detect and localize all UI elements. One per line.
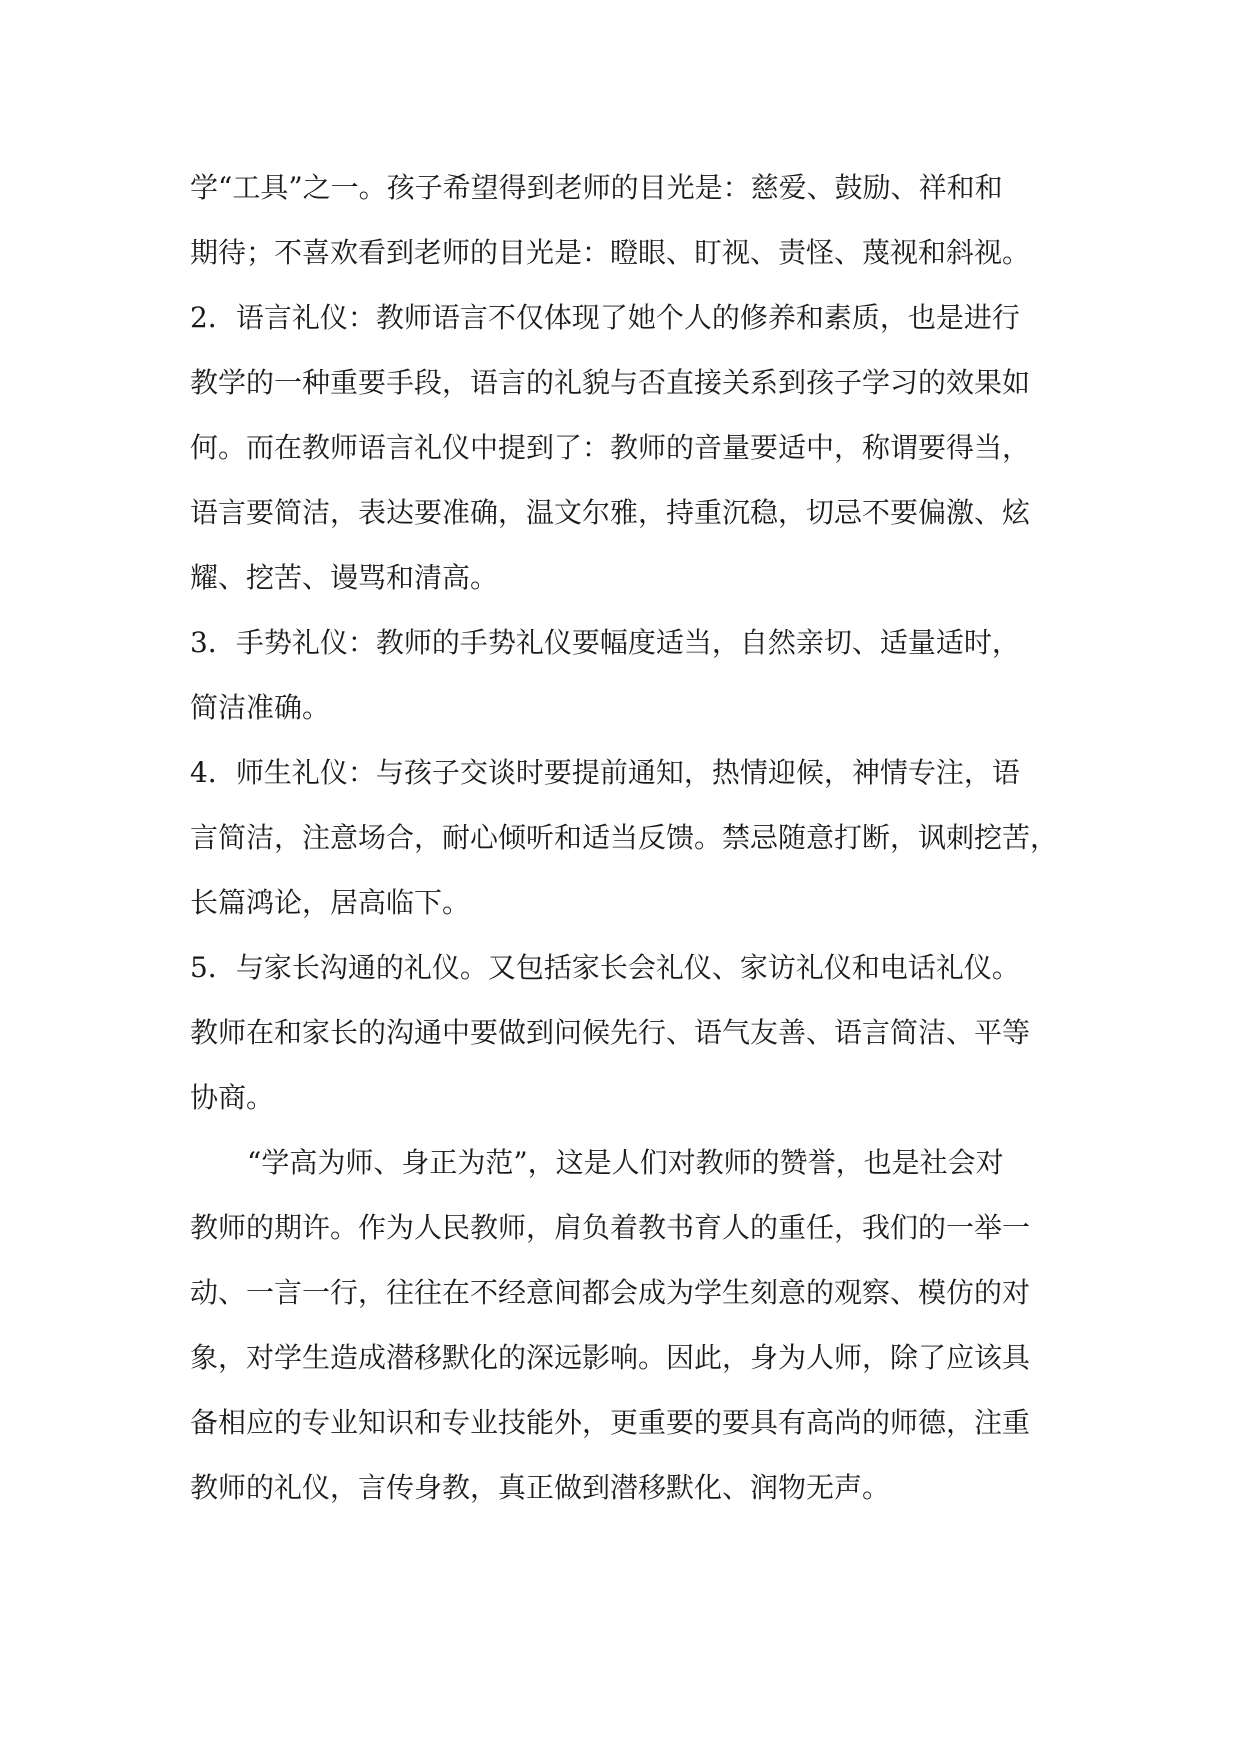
text-line: 5．与家长沟通的礼仪。又包括家长会礼仪、家访礼仪和电话礼仪。 bbox=[190, 951, 1020, 984]
text-line: 言简洁，注意场合，耐心倾听和适当反馈。禁忌随意打断，讽刺挖苦， bbox=[190, 821, 1059, 854]
text-line: 教师的期许。作为人民教师，肩负着教书育人的重任，我们的一举一 bbox=[190, 1211, 1031, 1244]
text-line: 耀、挖苦、谩骂和清高。 bbox=[190, 561, 499, 594]
text-line: 长篇鸿论，居高临下。 bbox=[190, 886, 471, 919]
text-line: 教学的一种重要手段，语言的礼貌与否直接关系到孩子学习的效果如 bbox=[190, 366, 1031, 399]
text-line: 备相应的专业知识和专业技能外，更重要的要具有高尚的师德，注重 bbox=[190, 1406, 1031, 1439]
text-line: 语言要简洁，表达要准确，温文尔雅，持重沉稳，切忌不要偏激、炫 bbox=[190, 496, 1031, 529]
text-line: 协商。 bbox=[190, 1081, 275, 1114]
text-line: 简洁准确。 bbox=[190, 691, 331, 724]
text-line: 动、一言一行，往往在不经意间都会成为学生刻意的观察、模仿的对 bbox=[190, 1276, 1031, 1309]
text-line: 学“工具”之一。孩子希望得到老师的目光是：慈爱、鼓励、祥和和 bbox=[190, 171, 1003, 204]
text-line: 象，对学生造成潜移默化的深远影响。因此，身为人师，除了应该具 bbox=[190, 1341, 1031, 1374]
text-line: 3．手势礼仪：教师的手势礼仪要幅度适当，自然亲切、适量适时， bbox=[190, 626, 1020, 659]
text-line: 2．语言礼仪：教师语言不仅体现了她个人的修养和素质，也是进行 bbox=[190, 301, 1020, 334]
text-line: 教师在和家长的沟通中要做到问候先行、语气友善、语言简洁、平等 bbox=[190, 1016, 1031, 1049]
text-line: 何。而在教师语言礼仪中提到了：教师的音量要适中，称谓要得当， bbox=[190, 431, 1031, 464]
text-line: 4．师生礼仪：与孩子交谈时要提前通知，热情迎候，神情专注，语 bbox=[190, 756, 1020, 789]
text-line: 期待；不喜欢看到老师的目光是：瞪眼、盯视、责怪、蔑视和斜视。 bbox=[190, 236, 1031, 269]
body-text bbox=[190, 155, 1060, 1520]
text-line: 教师的礼仪，言传身教，真正做到潜移默化、润物无声。 bbox=[190, 1471, 891, 1504]
text-line: “学高为师、身正为范”，这是人们对教师的赞誉，也是社会对 bbox=[247, 1146, 1004, 1179]
